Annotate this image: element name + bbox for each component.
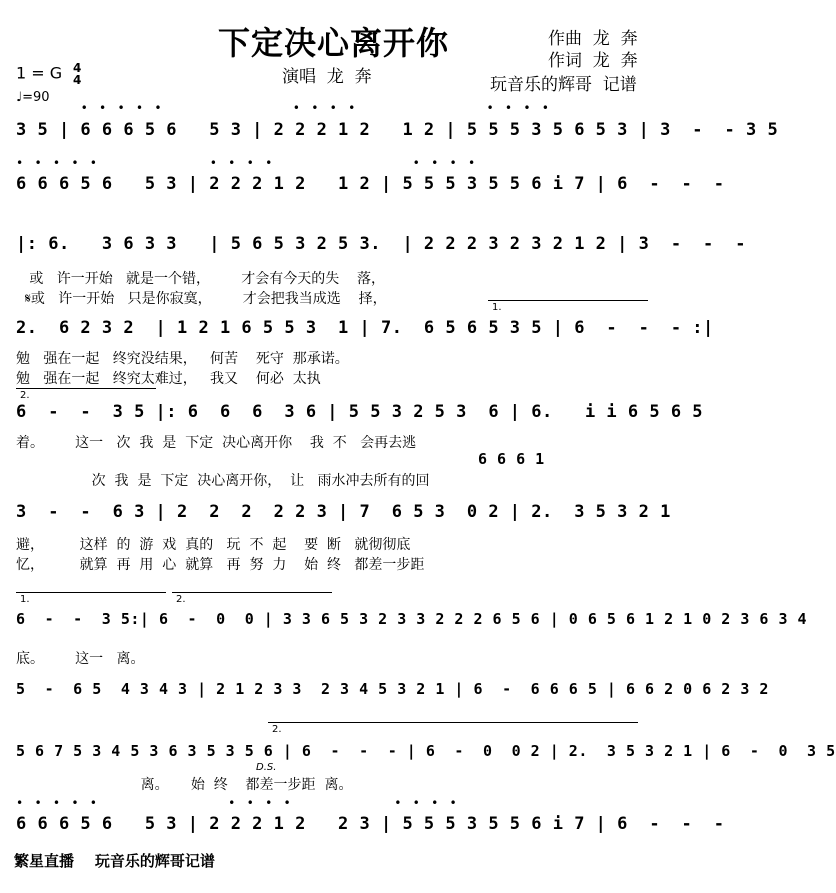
composer-credit: 作曲 龙 奔 — [548, 29, 638, 49]
score-line-5: 6 - - 3 5 |: 6 6 6 3 6 | 5 5 3 2 5 3 6 | 6. i i 6 5 6 5 — [16, 402, 704, 422]
volta-1-label: 1. — [20, 594, 30, 605]
score-line-7: 6 - - 3 5:| 6 - 0 0 | 3 3 6 5 3 2 3 3 2 2 2 6 5 6 | 0 6 5 6 1 2 1 0 2 3 6 3 4 — [16, 610, 808, 628]
volta-bracket — [268, 722, 638, 723]
time-bottom: 4 — [72, 73, 82, 87]
song-title: 下定决心离开你 — [218, 24, 450, 62]
volta-1-label: 1. — [492, 302, 502, 313]
time-top: 4 — [72, 61, 82, 75]
upper-dots: • • • • • • • • • • • • • — [16, 101, 552, 115]
upper-dots: • • • • • • • • • • • • • — [16, 796, 459, 810]
score-line-9: 5 6 7 5 3 4 5 3 6 3 5 3 5 6 | 6 - - - | 6 - 0 0 2 | 2. 3 5 3 2 1 | 6 - 0 3 5 — [16, 742, 836, 760]
singer-credit: 演唱 龙 奔 — [282, 67, 372, 87]
score-line-8: 5 - 6 5 4 3 4 3 | 2 1 2 3 3 2 3 4 5 3 2 1 | 6 - 6 6 6 5 | 6 6 2 0 6 2 3 2 — [16, 680, 769, 698]
transcriber-credit: 玩音乐的辉哥 记谱 — [490, 75, 637, 95]
lyric-line: 𝄋或 许一开始 只是你寂寞， 才会把我当成选 择， — [16, 291, 387, 307]
key-signature — [16, 62, 81, 105]
lyric-line: 次 我 是 下定 决心离开你， 让 雨水冲去所有的回 — [16, 473, 430, 489]
score-line-6: 3 - - 6 3 | 2 2 2 2 2 3 | 7 6 5 3 0 2 | 2. 3 5 3 2 1 — [16, 502, 671, 522]
footer-credit: 繁星直播 玩音乐的辉哥记谱 — [14, 852, 215, 870]
volta-2-label: 2. — [176, 594, 186, 605]
score-line-4: 2. 6 2 3 2 | 1 2 1 6 5 5 3 1 | 7. 6 5 6 5 3 5 | 6 - - - :| — [16, 318, 714, 338]
volta-2-label: 2. — [272, 724, 282, 735]
lyric-line: 勉 强在一起 终究没结果， 何苦 死守 那承诺。 — [16, 351, 349, 367]
lyric-line: 底。 这一 离。 — [16, 651, 145, 667]
time-signature — [73, 62, 81, 86]
upper-dots: • • • • • • • • • • • • • — [16, 156, 478, 170]
volta-bracket — [172, 592, 332, 593]
lyric-line: 着。 这一 次 我 是 下定 决心离开你 我 不 会再去逃 — [16, 435, 417, 451]
score-line-1: 3 5 | 6 6 6 5 6 5 3 | 2 2 2 1 2 1 2 | 5 5 5 3 5 6 5 3 | 3 - - 3 5 — [16, 120, 779, 140]
alt-notes: 6 6 6 1 — [478, 450, 545, 468]
ds-mark: D.S. — [256, 762, 277, 773]
score-line-2: 6 6 6 5 6 5 3 | 2 2 2 1 2 1 2 | 5 5 5 3 5 5 6 i 7 | 6 - - - — [16, 174, 725, 194]
tempo-mark: ♩=90 — [16, 90, 50, 105]
lyric-line: 或 许一开始 就是一个错， 才会有今天的失 落， — [16, 271, 386, 287]
lyric-line: 离。 始 终 都差一步距 离。 — [16, 777, 353, 793]
volta-bracket — [16, 592, 166, 593]
volta-bracket — [16, 388, 156, 389]
lyric-line: 忆， 就算 再 用 心 就算 再 努 力 始 终 都差一步距 — [16, 557, 425, 573]
lyric-line: 避， 这样 的 游 戏 真的 玩 不 起 要 断 就彻彻底 — [16, 537, 411, 553]
score-line-10: 6 6 6 5 6 5 3 | 2 2 2 1 2 2 3 | 5 5 5 3 5 5 6 i 7 | 6 - - - — [16, 814, 725, 834]
lyric-line: 勉 强在一起 终究太难过， 我又 何必 太执 — [16, 371, 321, 387]
volta-bracket — [488, 300, 648, 301]
volta-2-label: 2. — [20, 390, 30, 401]
score-line-3: |: 6. 3 6 3 3 | 5 6 5 3 2 5 3. | 2 2 2 3 2 3 2 1 2 | 3 - - - — [16, 234, 746, 254]
lyricist-credit: 作词 龙 奔 — [548, 51, 638, 71]
key-label: 1 = G — [16, 63, 63, 83]
